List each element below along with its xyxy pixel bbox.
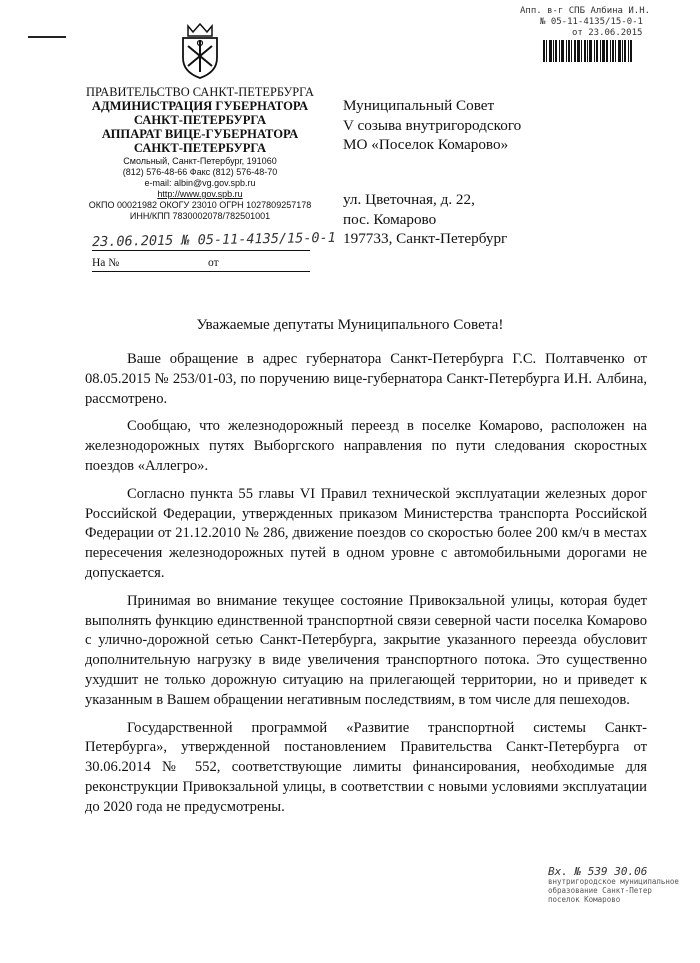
recipient-postcode-city: 197733, Санкт-Петербург: [343, 230, 508, 247]
incoming-stamp-line-2: образование Санкт-Петер: [548, 886, 652, 895]
sender-administration: АДМИНИСТРАЦИЯ ГУБЕРНАТОРА: [91, 99, 309, 113]
paragraph-5: Государственной программой «Развитие транспортной системы Санкт-Петербурга», утвержденной постановлением Правительства Санкт-Петербурга от 30.06.2014 № 552, соответствующие лимиты финансирования, необходимые для реконструкции Привокзальной улицы, в соответствии с новыми условиями эксплуатации до 2020 года не предусмотрены.: [85, 719, 647, 815]
sender-government: ПРАВИТЕЛЬСТВО САНКТ-ПЕТЕРБУРГА: [86, 85, 314, 99]
stamp-line-1: Апп. в-г СПБ Албина И.Н.: [520, 6, 651, 16]
sender-block: [80, 85, 320, 222]
barcode: [543, 40, 663, 62]
recipient-address: [343, 190, 507, 249]
sender-city-2: САНКТ-ПЕТЕРБУРГА: [133, 141, 267, 155]
sender-address: Смольный, Санкт-Петербург, 191060: [123, 156, 277, 166]
reply-underline: [92, 271, 310, 272]
outgoing-number-underline: [92, 250, 310, 251]
paragraph-3: Согласно пункта 55 главы VI Правил технической эксплуатации железных дорог Российской Федерации, утвержденных приказом Министерства транспорта Российской Федерации от 21.12.2010 № 286, движение поездов со скоростью более 200 км/ч в местах пересечения железнодорожных путей в одном уровне с автомобильными дорогами не допускается.: [85, 485, 647, 581]
reply-date-label: от: [208, 257, 219, 269]
recipient-block: [343, 96, 521, 155]
incoming-stamp-number: Вх. № 539 30.06: [548, 865, 648, 878]
outgoing-number-handwritten: 23.06.2015 № 05-11-4135/15-0-1: [91, 229, 336, 251]
sender-codes-okpo: ОКПО 00021982 ОКОГУ 23010 ОГРН 1027809257178: [88, 200, 312, 210]
recipient-convocation: V созыва внутригородского: [343, 116, 522, 134]
stamp-line-2: № 05-11-4135/15-0-1: [540, 17, 643, 27]
sender-office: АППАРАТ ВИЦЕ-ГУБЕРНАТОРА: [101, 127, 299, 141]
recipient-municipality: МО «Поселок Комарово»: [343, 136, 509, 153]
incoming-stamp: [548, 866, 696, 904]
recipient-street: ул. Цветочная, д. 22,: [343, 191, 475, 208]
incoming-stamp-line-1: внутригородское муниципальное: [548, 877, 679, 886]
sender-email: e-mail: albin@vg.gov.spb.ru: [144, 178, 256, 188]
recipient-settlement: пос. Комарово: [343, 210, 437, 228]
salutation: Уважаемые депутаты Муниципального Совета!: [196, 316, 504, 333]
paragraph-4: Принимая во внимание текущее состояние Привокзальной улицы, которая будет выполнять функцию единственной транспортной связи северной части поселка Комарово с улично-дорожной сетью Санкт-Петербурга, закрытие указанного переезда обусловит дополнительную нагрузку в виде увеличения транспортного потока. Это существенно ухудшит не только дорожную ситуацию на прилегающей территории, но и приведет к указанным в Вашем обращении негативным последствиям, в том числе для пешеходов.: [85, 592, 647, 708]
stamp-line-3: от 23.06.2015: [572, 28, 643, 38]
paragraph-2: Сообщаю, что железнодорожный переезд в поселке Комарово, расположен на железнодорожных путях Выборгского направления по пути следования скоростных поездов «Аллегро».: [85, 418, 647, 474]
recipient-council: Муниципальный Совет: [343, 97, 495, 114]
reply-number-label: На №: [92, 257, 120, 269]
paragraph-1: Ваше обращение в адрес губернатора Санкт-Петербурга Г.С. Полтавченко от 08.05.2015 № 253/01-03, по поручению вице-губернатора Санкт-Петербурга И.Н. Албина, рассмотрено.: [85, 351, 647, 407]
sender-website: http://www.gov.spb.ru: [157, 189, 243, 199]
sender-codes-inn: ИНН/КПП 7830002078/782501001: [129, 211, 271, 221]
reply-reference-line: [92, 257, 310, 269]
coat-of-arms-emblem: [178, 22, 222, 80]
registration-stamp: [520, 6, 690, 39]
sender-phone: (812) 576-48-66 Факс (812) 576-48-70: [122, 167, 278, 177]
scan-mark: [28, 36, 66, 38]
sender-city-1: САНКТ-ПЕТЕРБУРГА: [133, 113, 267, 127]
letter-body: [85, 350, 647, 818]
incoming-stamp-line-3: поселок Комарово: [548, 895, 621, 904]
